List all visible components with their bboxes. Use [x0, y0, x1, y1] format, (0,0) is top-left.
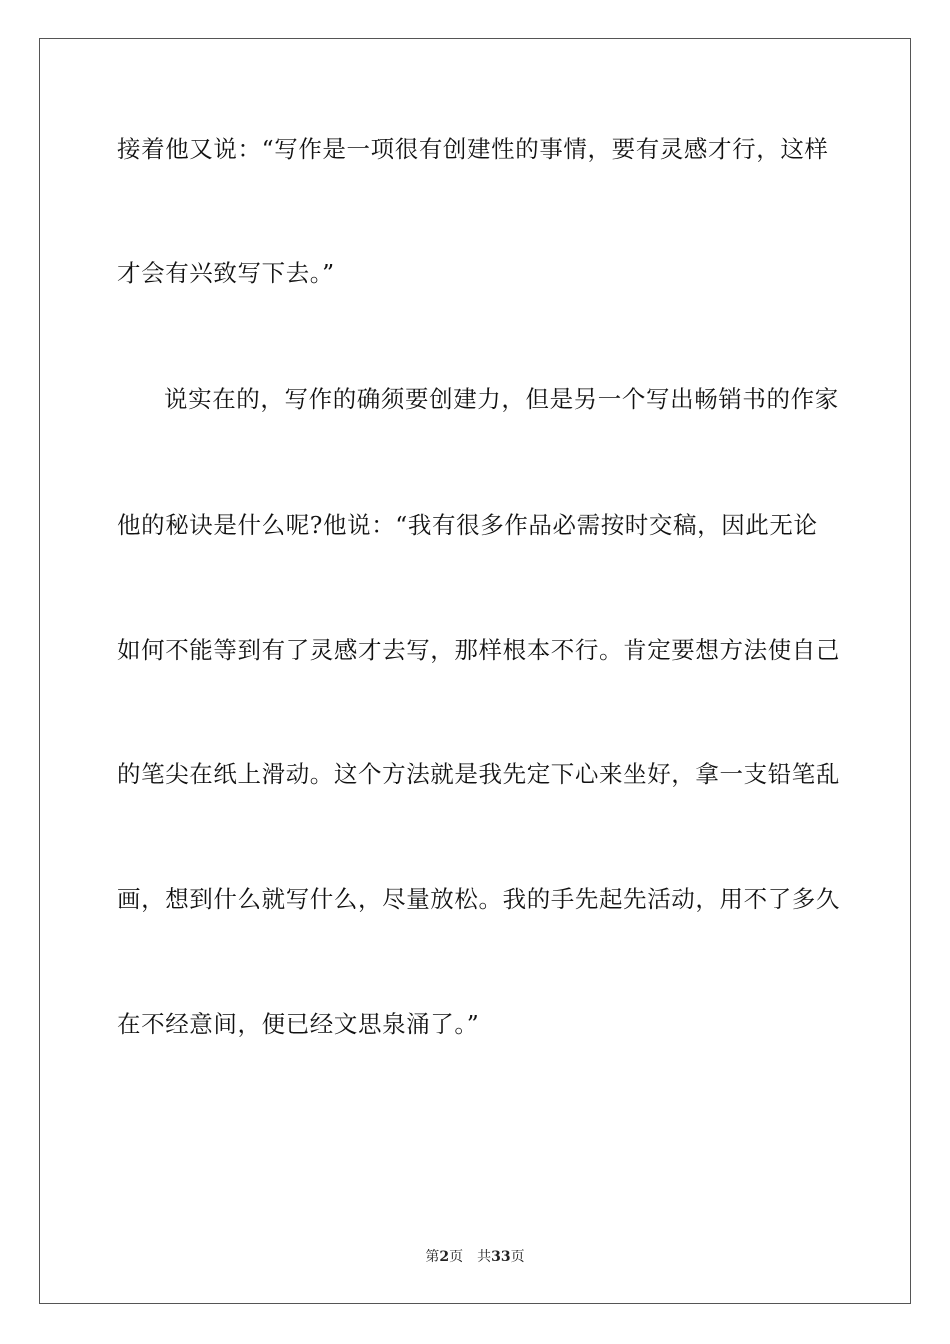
page-number: 2: [439, 1249, 450, 1265]
text-line: 的笔尖在纸上滑动。这个方法就是我先定下心来坐好，拿一支铅笔乱: [117, 760, 840, 788]
total-prefix: 共: [477, 1249, 492, 1265]
text-line: 他的秘诀是什么呢?他说：“我有很多作品必需按时交稿，因此无论: [117, 511, 818, 539]
text-line: 才会有兴致写下去。”: [117, 259, 335, 287]
text-line: 在不经意间，便已经文思泉涌了。”: [117, 1010, 480, 1038]
total-pages: 33: [491, 1249, 511, 1265]
text-line: 如何不能等到有了灵感才去写，那样根本不行。肯定要想方法使自己: [117, 636, 840, 664]
page-frame: [39, 38, 911, 1304]
paragraph-first-line: 说实在的，写作的确须要创建力，但是另一个写出畅销书的作家: [164, 385, 839, 413]
total-suffix: 页: [510, 1249, 525, 1265]
text-line: 画，想到什么就写什么，尽量放松。我的手先起先活动，用不了多久: [117, 885, 840, 913]
page-suffix: 页: [449, 1249, 464, 1265]
page-footer: [0, 1248, 950, 1266]
text-line: 接着他又说：“写作是一项很有创建性的事情，要有灵感才行，这样: [117, 135, 829, 163]
page-prefix: 第: [425, 1249, 440, 1265]
